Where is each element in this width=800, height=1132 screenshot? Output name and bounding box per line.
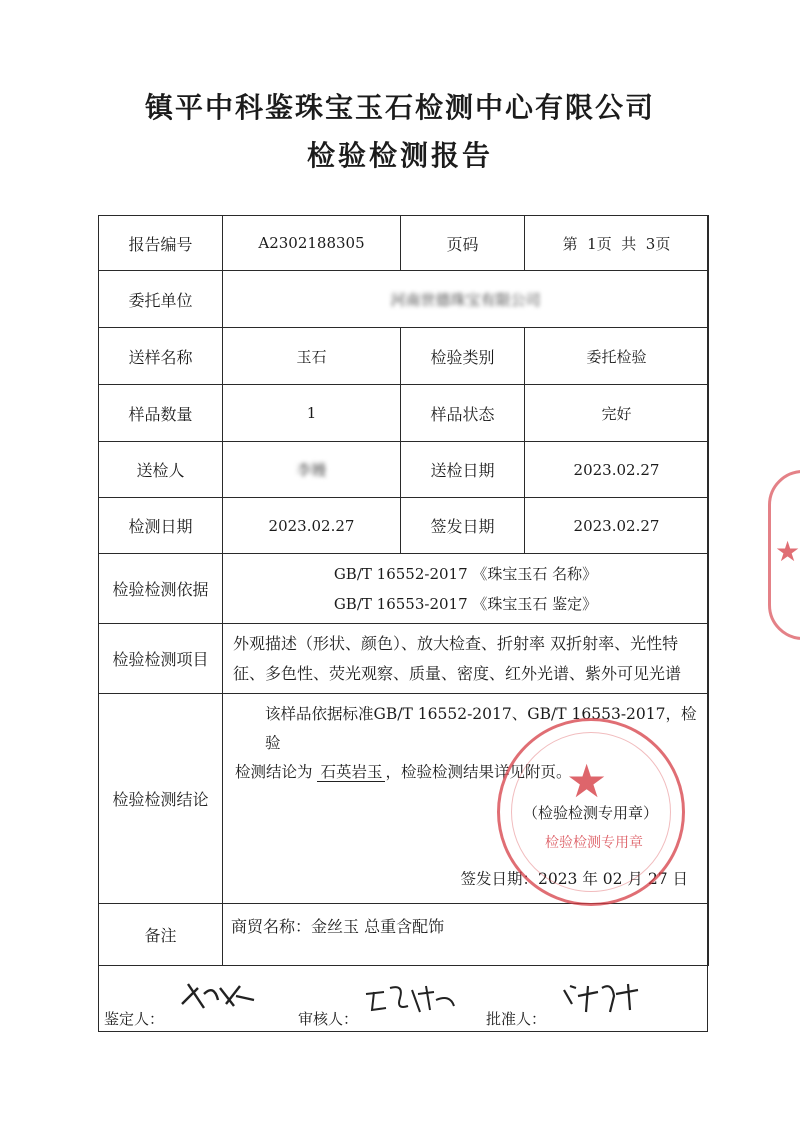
test-date-label: 检测日期: [99, 498, 223, 554]
state-label: 样品状态: [401, 385, 525, 442]
items-value: 外观描述（形状、颜色）、放大检查、折射率 双折射率、光性特征、多色性、荧光观察、质量、密度、红外光谱、紫外可见光谱: [223, 624, 709, 694]
test-date: 2023.02.27: [223, 498, 401, 554]
sample-name-label: 送样名称: [99, 328, 223, 385]
remark-label: 备注: [99, 904, 223, 966]
report-title: 检验检测报告: [306, 139, 493, 172]
state: 完好: [525, 385, 709, 442]
basis-label: 检验检测依据: [99, 554, 223, 624]
seal-label: 检验检测专用章: [545, 835, 643, 851]
sender-label: 送检人: [99, 442, 223, 498]
inspect-type: 委托检验: [525, 328, 709, 385]
issue-date: 2023.02.27: [525, 498, 709, 554]
report-frame: [98, 215, 708, 1032]
sender-name-redacted: 李嫚: [296, 461, 327, 479]
conclusion-suffix: ，检验检测结果详见附页。: [385, 763, 572, 781]
signature-row: [98, 968, 708, 1032]
client-name-redacted: 河南世德珠宝有限公司: [390, 290, 541, 309]
org-title: 镇平中科鉴珠宝玉石检测中心有限公司: [144, 91, 655, 124]
edge-star-icon: ★: [775, 535, 800, 568]
inspect-type-label: 检验类别: [401, 328, 525, 385]
seal-caption: （检验检测专用章）: [523, 804, 659, 822]
approver-signature: [558, 976, 648, 1020]
conclusion-prefix: 检测结论为: [235, 763, 313, 781]
reviewer-signature: [360, 976, 460, 1020]
report-no-label: 报告编号: [99, 216, 223, 271]
star-icon: ★: [566, 754, 608, 808]
qty-label: 样品数量: [99, 385, 223, 442]
appraiser-signature: [174, 974, 264, 1018]
appraiser-label: 鉴定人：: [104, 1010, 165, 1028]
send-date-label: 送检日期: [401, 442, 525, 498]
conclusion-line-1: 该样品依据标准GB/T 16552-2017、GB/T 16553-2017，检验: [265, 705, 697, 752]
page-value: 第 1页 共 3页: [525, 216, 709, 271]
sign-date: 签发日期：2023 年 02 月 27 日: [460, 870, 688, 888]
remark-value: 商贸名称：金丝玉 总重含配饰: [223, 904, 709, 966]
basis-line-1: GB/T 16552-2017 《珠宝玉石 名称》: [333, 564, 598, 583]
approver-label: 批准人：: [486, 1010, 547, 1028]
send-date: 2023.02.27: [525, 442, 709, 498]
reviewer-label: 审核人：: [298, 1010, 359, 1028]
issue-date-label: 签发日期: [401, 498, 525, 554]
conclusion-label: 检验检测结论: [99, 694, 223, 904]
items-label: 检验检测项目: [99, 624, 223, 694]
qty: 1: [223, 385, 401, 442]
sample-name: 玉石: [223, 328, 401, 385]
client-label: 委托单位: [99, 271, 223, 328]
basis-line-2: GB/T 16553-2017 《珠宝玉石 鉴定》: [333, 594, 598, 613]
conclusion-result: 石英岩玉: [317, 763, 385, 782]
report-no: A2302188305: [223, 216, 401, 271]
page-label: 页码: [401, 216, 525, 271]
